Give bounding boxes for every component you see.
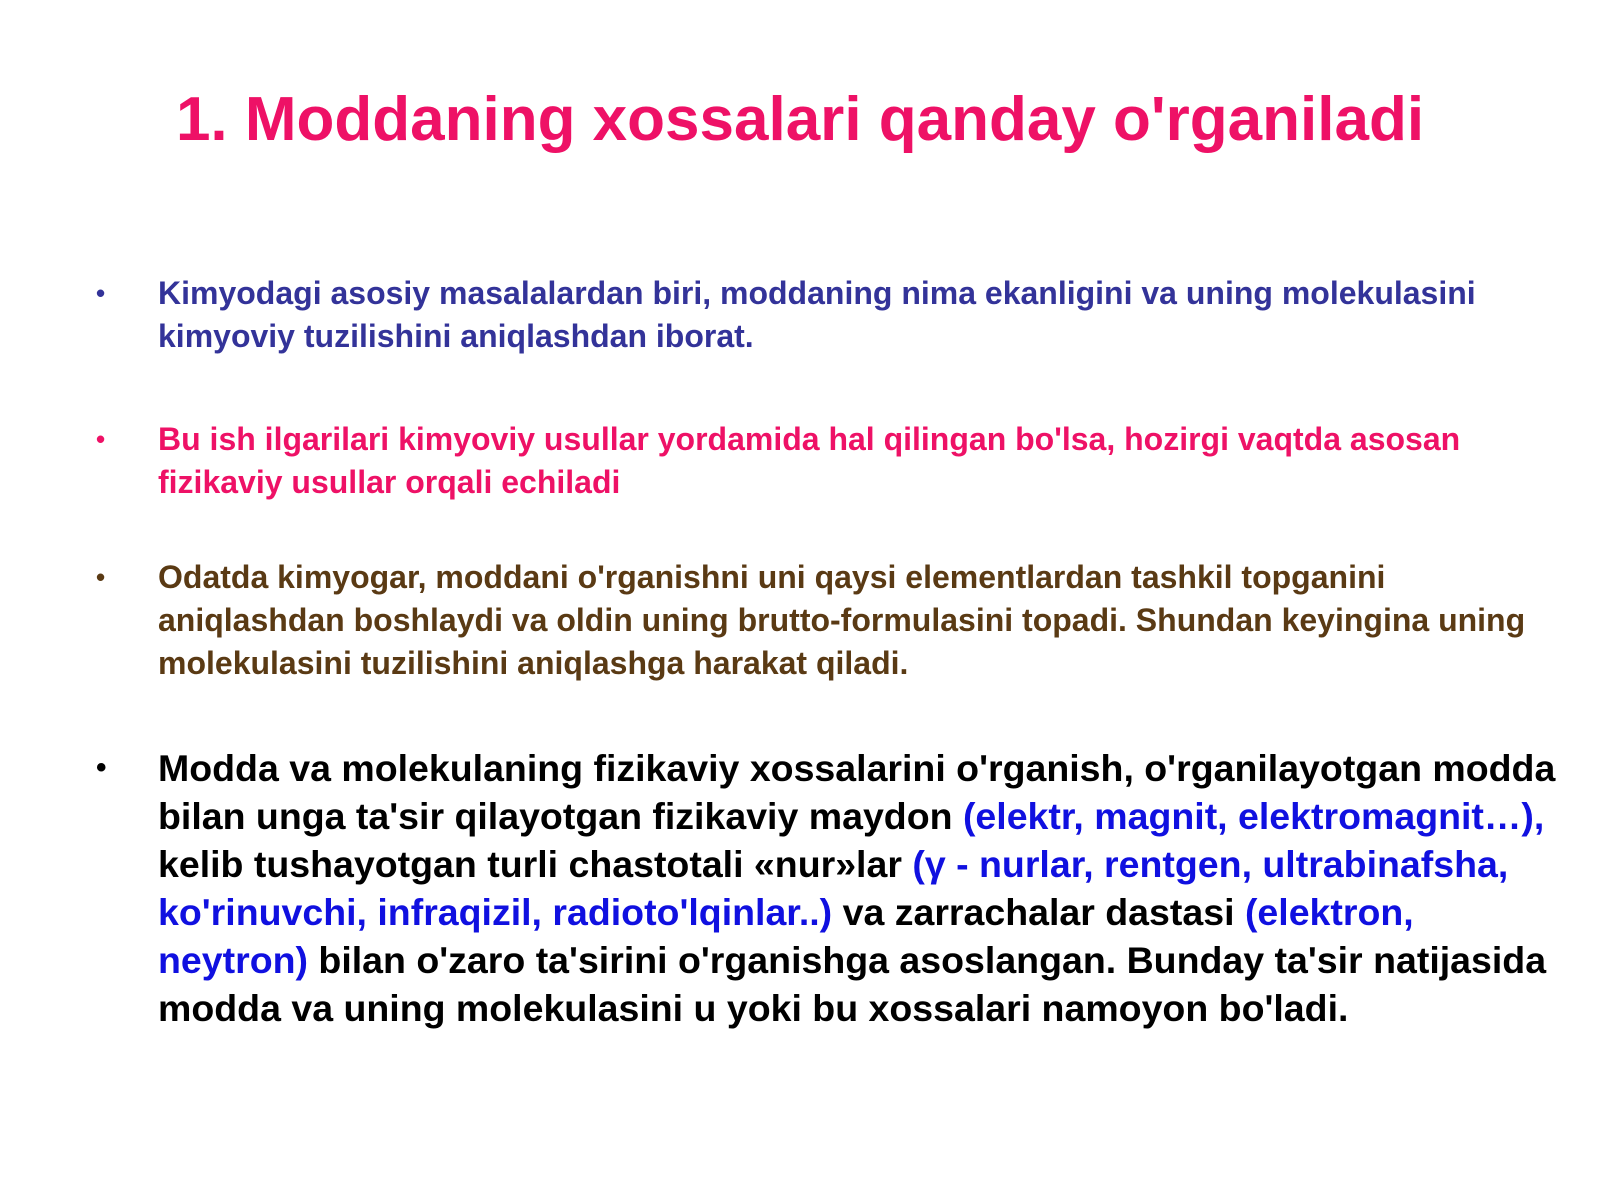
bullet-dot-icon: • bbox=[96, 424, 106, 454]
bullet-4-highlight: (elektr, magnit, elektromagnit…), bbox=[962, 795, 1545, 837]
bullet-dot-icon: • bbox=[96, 562, 106, 592]
slide-title: 1. Moddaning xossalari qanday o'rganiladi bbox=[175, 85, 1425, 154]
bullet-dot-icon: • bbox=[96, 751, 107, 784]
bullet-4-segment: va zarrachalar dastasi bbox=[832, 891, 1245, 933]
bullet-4-segment: Modda va molekulaning fizikaviy xossalarini o'rganish, o'rganilayotgan modda bilan unga ta'sir qilayotgan fizikaviy maydon bbox=[158, 747, 1556, 837]
bullet-text-1: Kimyodagi asosiy masalalardan biri, moddaning nima ekanligini va uning molekulasini kimyoviy tuzilishini aniqlashdan iborat. bbox=[158, 275, 1476, 354]
bullet-dot-icon: • bbox=[96, 278, 106, 308]
bullet-4-highlight: (γ - nurlar, rentgen, ultrabinafsha, ko'rinuvchi, infraqizil, radioto'lqinlar..) bbox=[158, 843, 1509, 933]
bullet-4-highlight: (elektron, neytron) bbox=[158, 891, 1414, 981]
bullet-text-4 bbox=[158, 744, 1558, 1032]
bullet-4-segment: kelib tushayotgan turli chastotali «nur»lar bbox=[158, 843, 913, 885]
bullet-4-segment: bilan o'zaro ta'sirini o'rganishga asoslangan. Bunday ta'sir natijasida modda va uning molekulasini u yoki bu xossalari namoyon bo'ladi. bbox=[158, 939, 1547, 1029]
bullet-text-2: Bu ish ilgarilari kimyoviy usullar yordamida hal qilingan bo'lsa, hozirgi vaqtda asosan fizikaviy usullar orqali echiladi bbox=[158, 421, 1461, 500]
bullet-text-3: Odatda kimyogar, moddani o'rganishni uni qaysi elementlardan tashkil topganini aniqlashdan boshlaydi va oldin uning brutto-formulasini topadi. Shundan keyingina uning molekulasini tuzilishini aniqlashga harakat qiladi. bbox=[158, 559, 1526, 681]
